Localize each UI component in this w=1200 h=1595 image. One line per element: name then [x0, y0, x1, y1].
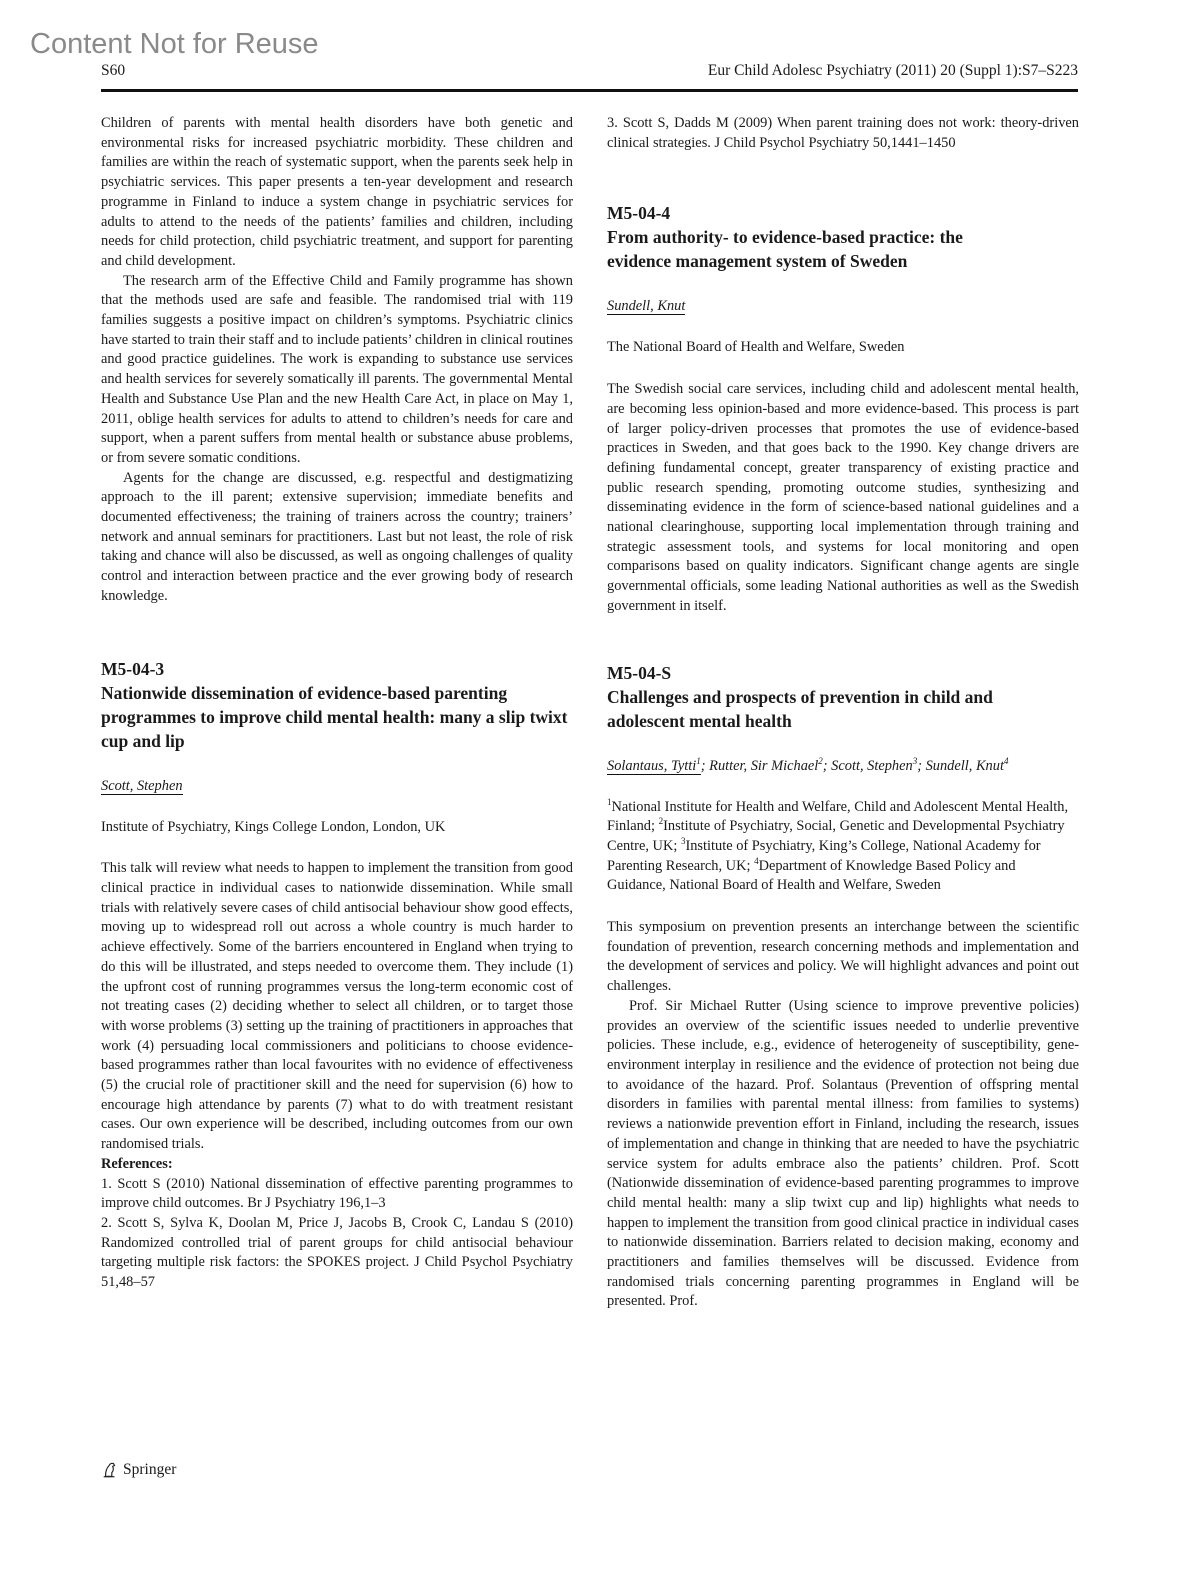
reference-item: 2. Scott S, Sylva K, Doolan M, Price J, Jacobs B, Crook C, Landau S (2010) Randomized controlled trial of parent groups for child antisocial behaviour targeting multiple risk factors: the SPOKES project. J Child Psychol Psychiatry 51,48–57 [101, 1214, 573, 1291]
page-number: S60 [101, 62, 126, 79]
abstract-body: The Swedish social care services, including child and adolescent mental health, are becoming less opinion-based and more evidence-based. This process is part of larger policy-driven processes that promotes the use of evidence-based practices in Sweden, and that goes back to the 1990. Key change drivers are defining fundamental concept, greater transparency of existing practice and public research spending, promoting outcome studies, synthesizing and disseminating evidence in the form of science-based national guidelines and a national clearinghouse, supporting local implementation through training and strategic assessment tools, and systems for local monitoring and open comparisons based on quality indicators. Significant change agents are single governmental officials, some leading National authorities as well as the Swedish government in itself. [607, 381, 1079, 614]
intro-paragraph: The research arm of the Effective Child and Family programme has shown that the methods used are safe and feasible. The randomised trial with 119 families suggests a positive impact on children’s symptoms. Psychiatric clinics have started to train their staff and to include patients’ children in clinical routines and good practice guidelines. The work is expanding to substance use services and health services for severely somatically ill parents. The governmental Mental Health and Substance Use Plan and the new Health Care Act, in place on May 1, 2011, oblige health services for adults to attend to children’s needs for care and support, when a parent suffers from mental health or substance abuse problems, or from severe somatic conditions. [101, 272, 573, 466]
presenting-author: Solantaus, Tytti$^1$ [607, 755, 701, 774]
right-column [607, 114, 1079, 1312]
references-heading: References: [101, 1155, 173, 1172]
running-header [101, 62, 1078, 82]
left-column [101, 114, 573, 1293]
abstract-code: M5-04-S [607, 662, 672, 683]
abstract-title: Nationwide dissemination of evidence-based parenting programmes to improve child mental health: many a slip twixt cup and lip [101, 682, 568, 751]
author-list [607, 297, 1079, 316]
reference-item: 3. Scott S, Dadds M (2009) When parent training does not work: theory-driven clinical strategies. J Child Psychol Psychiatry 50,1441–1450 [607, 115, 1079, 151]
springer-horse-icon [101, 1461, 119, 1479]
author: Rutter, Sir Michael [709, 757, 819, 774]
author: Scott, Stephen [831, 757, 913, 774]
author-list [101, 777, 573, 796]
abstract-title: From authority- to evidence-based practice: the evidence management system of Sweden [607, 227, 963, 272]
intro-paragraph: Children of parents with mental health disorders have both genetic and environmental risks for increased psychiatric morbidity. These children and families are within the reach of systematic support, when the parents seek help in psychiatric services. This paper presents a ten-year development and research programme in Finland to induce a system change in psychiatric services for adults to attend to the needs of the patients’ families and children, including needs for child protection, child psychiatric treatment, and support for parenting and child development. [101, 115, 573, 269]
affiliation: Institute of Psychiatry, Kings College London, London, UK [101, 818, 446, 835]
watermark: Content Not for Reuse [30, 28, 319, 60]
affiliation: The National Board of Health and Welfare, Sweden [607, 339, 905, 356]
author: Sundell, Knut [925, 757, 1004, 774]
reference-item: 1. Scott S (2010) National dissemination of effective parenting programmes to improve child outcomes. Br J Psychiatry 196,1–3 [101, 1175, 573, 1212]
header-rule [101, 89, 1078, 92]
author-list: Solantaus, Tytti$^1$; Rutter, Sir Michael$^2$; Scott, Stephen$^3$; Sundell, Knut$^4$ [607, 755, 1009, 774]
intro-paragraph: Agents for the change are discussed, e.g. respectful and destigmatizing approach to the ill parent; extensive supervision; immediate benefits and documented effectiveness; the training of trainers across the country; trainers’ network and annual seminars for practitioners. Last but not least, the role of risk taking and chance will also be discussed, as well as ongoing challenges of quality control and interaction between practice and the ever growing body of research knowledge. [101, 469, 573, 604]
abstract-code: M5-04-4 [607, 203, 671, 224]
abstract-title: Challenges and prospects of prevention in child and adolescent mental health [607, 686, 993, 731]
affiliations: $^1$National Institute for Health and Welfare, Child and Adolescent Mental Health, Finland; $^2$Institute of Psychiatry, Social, Genetic and Developmental Psychiatry Centre, UK; $^3$Institute of Psychiatry, King’s College, National Academy for Parenting Research, UK; $^4$Department of Knowledge Based Policy and Guidance, National Board of Health and Welfare, Sweden [607, 796, 1069, 894]
presenting-author: Sundell, Knut [607, 298, 686, 315]
journal-citation: Eur Child Adolesc Psychiatry (2011) 20 (Suppl 1):S7–S223 [707, 62, 1078, 79]
publisher-name: Springer [123, 1461, 177, 1478]
abstract-body: Prof. Sir Michael Rutter (Using science to improve preventive policies) provides an overview of the scientific issues needed to underlie preventive policies. These include, e.g., evidence of heterogeneity of susceptibility, gene-environment interplay in resilience and the evidence of protection not being due to avoidance of the hazard. Prof. Solantaus (Prevention of offspring mental disorders in families with parental mental illness: from families to systems) reviews a nationwide prevention effort in Finland, including the research, issues of implementation and change in thinking that are needed to have the psychiatric service system for adults embrace also the patients’ children. Prof. Scott (Nationwide dissemination of evidence-based parenting programmes to improve child mental health: many a slip twixt cup and lip) highlights what needs to happen to implement the transition from good clinical practice in individual cases to nationwide dissemination. Barriers related to decision making, economy and practitioners and families themselves will be discussed. Evidence from randomised trials concerning parenting programmes in England will be presented. Prof. [607, 997, 1079, 1310]
abstract-body: This talk will review what needs to happen to implement the transition from good clinical practice in individual cases to nationwide dissemination. While small trials with relatively severe cases of child antisocial behaviour show good effects, moving up to widespread roll out across a whole country is much harder to achieve effectively. Some of the barriers encountered in England when trying to do this will be illustrated, and steps needed to overcome them. They include (1) the upfront cost of running programmes versus the long-term economic cost of not treating cases (2) deciding whether to select all children, or to target those with worse problems (3) setting up the training of practitioners in approaches that work (4) persuading local commissioners and politicians to choose evidence-based programmes rather than local favourites with no evidence of effectiveness (5) the crucial role of practitioner skill and the need for supervision (6) how to encourage high attendance by parents (7) what to do with treatment resistant cases. Our own experience will be described, including outcomes from our own randomised trials. [101, 860, 573, 1153]
publisher-logo [101, 1461, 176, 1479]
presenting-author: Scott, Stephen [101, 777, 183, 794]
abstract-body: This symposium on prevention presents an interchange between the scientific foundation of prevention, research concerning methods and implementation and the development of services and policy. We will highlight advances and point out challenges. [607, 919, 1079, 995]
abstract-code: M5-04-3 [101, 658, 165, 679]
